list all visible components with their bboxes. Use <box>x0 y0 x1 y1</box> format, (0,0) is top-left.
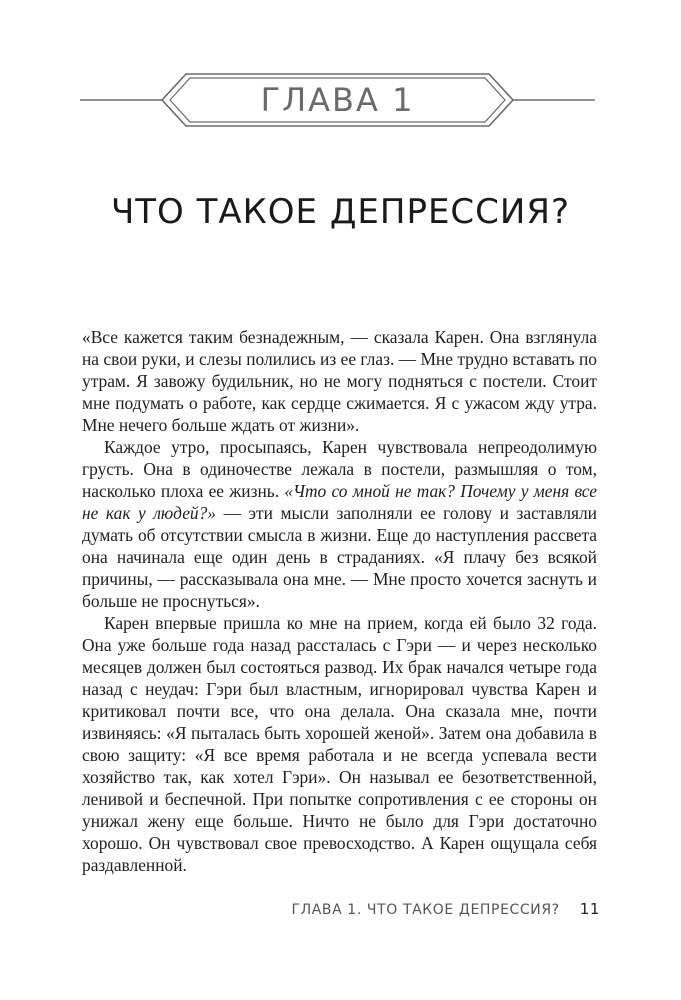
page-number: 11 <box>579 900 600 918</box>
paragraph-3: Карен впервые пришла ко мне на прием, когда ей было 32 года. Она уже больше года назад рассталась с Гэри — и через несколько месяцев должен был состояться развод. Их брак начался четыре года назад с неудач: Гэри был властным, игнорировал чувства Карен и критиковал почти все, что она делала. Она сказала мне, почти извиняясь: «Я пыталась быть хорошей женой». Затем она добавила в свою защиту: «Я все время работала и не всегда успевала вести хозяйство так, как хотел Гэри». Он называл ее безответственной, ленивой и беспечной. При попытке сопротивления с ее стороны он унижал жену еще больше. Ничто не было для Гэри достаточно хорошо. Он чувствовал свое превосходство. А Карен ощущала себя раздавленной. <box>82 613 597 875</box>
paragraph-2 <box>82 436 597 612</box>
body-text <box>82 326 597 876</box>
paragraph-2-text-before: Каждое утро, просыпаясь, Карен чувствовала непреодолимую грусть. Она в одиночестве лежала в постели, размышляя о том, насколько плоха ее жизнь. <box>82 437 597 501</box>
chapter-label: ГЛАВА 1 <box>260 81 415 119</box>
chapter-banner <box>80 72 595 128</box>
paragraph-2-italic-quote: «Что со мной не так? Почему у меня все не как у людей?» <box>82 481 597 523</box>
chapter-title: ЧТО ТАКОЕ ДЕПРЕССИЯ? <box>110 192 571 232</box>
running-footer <box>80 900 600 918</box>
running-title: ГЛАВА 1. ЧТО ТАКОЕ ДЕПРЕССИЯ? <box>291 902 560 918</box>
paragraph-1: «Все кажется таким безнадежным, — сказала Карен. Она взглянула на свои руки, и слезы полились из ее глаз. — Мне трудно вставать по утрам. Я завожу будильник, но не могу подняться с постели. Стоит мне подумать о работе, как сердце сжимается. Я с ужасом жду утра. Мне нечего больше ждать от жизни». <box>82 327 597 435</box>
paragraph-2-text-after: — эти мысли заполняли ее голову и заставляли думать об отсутствии смысла в жизни. Еще до наступления рассвета она начинала еще один день в страданиях. «Я плачу без всякой причины, — рассказывала она мне. — Мне просто хочется заснуть и больше не проснуться». <box>82 503 597 611</box>
